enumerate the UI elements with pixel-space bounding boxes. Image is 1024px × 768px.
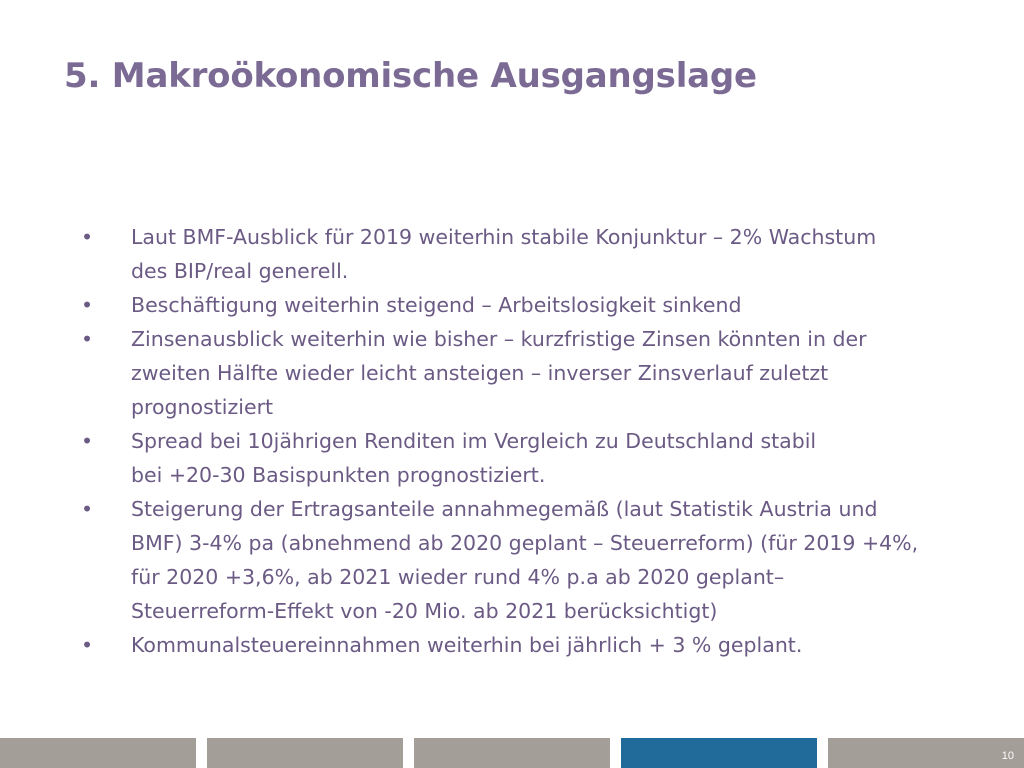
footer-bar [0,738,1024,768]
bullet-item [80,220,1010,288]
bullet-line: Zinsenausblick weiterhin wie bisher – kurzfristige Zinsen könnten in der [131,327,867,351]
bullet-icon: • [80,225,94,249]
bullet-line: zweiten Hälfte wieder leicht ansteigen – inverser Zinsverlauf zuletzt [131,361,829,385]
bullet-item [80,322,1010,424]
bullet-item [80,492,1010,628]
footer-segment [207,738,403,768]
bullet-line: Steigerung der Ertragsanteile annahmegemäß (laut Statistik Austria und [131,497,878,521]
bullet-item [80,288,1010,322]
bullet-line: Laut BMF-Ausblick für 2019 weiterhin stabile Konjunktur – 2% Wachstum [131,225,877,249]
bullet-icon: • [80,429,94,453]
bullet-line: bei +20-30 Basispunkten prognostiziert. [131,463,546,487]
slide-title: 5. Makroökonomische Ausgangslage [64,56,757,96]
bullet-line: des BIP/real generell. [131,259,349,283]
bullet-line: Beschäftigung weiterhin steigend – Arbeitslosigkeit sinkend [131,293,742,317]
bullet-line: Steuerreform-Effekt von -20 Mio. ab 2021 berücksichtigt) [131,599,718,623]
footer-segment [0,738,196,768]
bullet-line: Spread bei 10jährigen Renditen im Vergleich zu Deutschland stabil [131,429,817,453]
bullet-line: Kommunalsteuereinnahmen weiterhin bei jährlich + 3 % geplant. [131,633,803,657]
footer-segment [828,738,1024,768]
bullet-icon: • [80,293,94,317]
footer-segment-active [621,738,817,768]
bullet-list [80,220,1010,662]
bullet-line: für 2020 +3,6%, ab 2021 wieder rund 4% p.a ab 2020 geplant– [131,565,785,589]
bullet-icon: • [80,327,94,351]
bullet-item [80,628,1010,662]
footer-segment [414,738,610,768]
bullet-line: prognostiziert [131,395,274,419]
bullet-line: BMF) 3-4% pa (abnehmend ab 2020 geplant – Steuerreform) (für 2019 +4%, [131,531,919,555]
bullet-icon: • [80,633,94,657]
bullet-icon: • [80,497,94,521]
page-number: 10 [1001,750,1014,762]
bullet-item [80,424,1010,492]
